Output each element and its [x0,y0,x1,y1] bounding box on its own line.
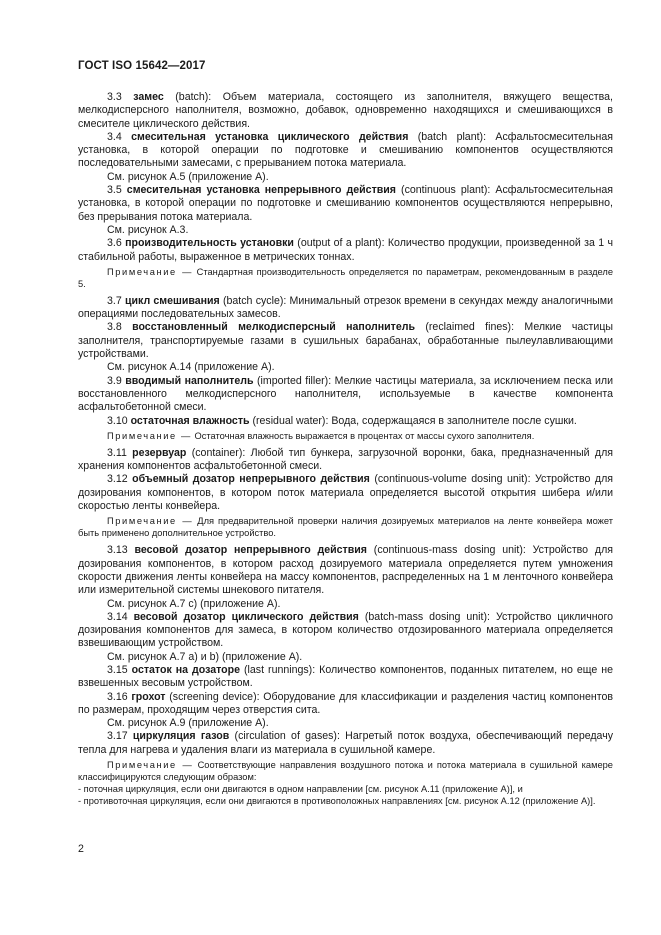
definition-3-12: 3.12 объемный дозатор непрерывного действия (continuous-volume dosing unit): Устройство для дозирования компонентов, в котором поток материала определяется высотой открытия шибера и/или скоростью ленты конвейера. [78,473,614,513]
definition-3-8: 3.8 восстановленный мелкодисперсный наполнитель (reclaimed fines): Мелкие частицы заполнителя, транспортируемые газами в сушильных барабанах, обработанные пылеулавливающими устройствами. [78,321,614,361]
term: остаточная влажность [130,414,250,427]
definition-3-6: 3.6 производительность установки (output of a plant): Количество продукции, произведенной за 1 ч стабильной работы, выраженное в метрических тоннах. [78,237,613,263]
term: производительность установки [125,237,294,250]
term: смесительная установка циклического действия [131,130,409,143]
definition-3-16: 3.16 грохот (screening device): Оборудование для классификации и разделения частиц компонентов по размерам, проходящим через отверстия сита. [78,690,613,716]
term: восстановленный мелкодисперсный наполнитель [132,321,416,334]
note-list-item: - поточная циркуляция, если они двигаются в одном направлении [см. рисунок А.11 (приложение А)], и [78,784,523,795]
definition-3-17: 3.17 циркуляция газов (circulation of gases): Нагретый поток воздуха, обеспечивающий передачу тепла для нагрева и удаления влаги из материала в сушильной камере. [78,730,614,756]
note-list-item: - противоточная циркуляция, если они двигаются в противоположных направлениях [см. рисунок А.12 (приложение А)]. [78,796,596,807]
definition-3-10: 3.10 остаточная влажность (residual water): Вода, содержащаяся в заполнителе после сушки. [107,414,577,427]
figure-reference: См. рисунок А.5 (приложение А). [107,170,269,183]
figure-reference: См. рисунок А.7 а) и b) (приложение А). [107,650,303,663]
definition-3-7: 3.7 цикл смешивания (batch cycle): Минимальный отрезок времени в секундах между аналогичными операциями последовательных замесов. [78,294,614,321]
figure-reference: См. рисунок А.14 (приложение А). [107,361,275,374]
document-header: ГОСТ ISO 15642—2017 [78,60,206,72]
note: Примечание — Стандартная производительность определяется по параметрам, рекомендованным в разделе 5. [78,266,613,289]
definition-3-15: 3.15 остаток на дозаторе (last runnings): Количество компонентов, поданных питателем, но еще не взвешенных весовым устройством. [78,663,613,690]
definition-3-3: 3.3 замес (batch): Объем материала, состоящего из заполнителя, вяжущего вещества, мелкодисперсного наполнителя, возможно, добавок, одновременно находящихся и смешивающихся в смесителе циклического действия. [78,91,613,130]
note: Примечание — Остаточная влажность выражается в процентах от массы сухого заполнителя. [107,430,535,441]
term: объемный дозатор непрерывного действия [132,473,370,486]
figure-reference: См. рисунок А.7 с) (приложение А). [107,597,281,610]
definition-3-5: 3.5 смесительная установка непрерывного действия (continuous plant): Асфальтосмесительная установка, в которой операции по подготовке и смешиванию компонентов осуществляются непрерывно, без прерывания потока материала. [78,184,613,223]
figure-reference: См. рисунок А.9 (приложение А). [107,717,269,730]
term: цикл смешивания [124,294,220,307]
note: Примечание — Для предварительной проверки наличия дозируемых материалов на ленте конвейера может быть применено дополнительное устройство. [78,516,613,539]
figure-reference: См. рисунок А.3. [107,223,189,236]
term: грохот [131,690,166,703]
term: весовой дозатор циклического действия [133,610,359,623]
note: Примечание — Соответствующие направления воздушного потока и потока материала в сушильной камере классифицируются следующим образом: [78,760,613,783]
page-number: 2 [78,843,84,855]
definition-3-9: 3.9 вводимый наполнитель (imported filler): Мелкие частицы материала, за исключением песка или восстановленного мелкодисперсного наполнителя, используемые в качестве компонента асфальтобетонной смеси. [78,374,613,414]
term: смесительная установка непрерывного действия [126,184,396,197]
definition-3-14: 3.14 весовой дозатор циклического действия (batch-mass dosing unit): Устройство цикличного дозирования компонентов для замеса, в котором количество отдозированного материала определяется взвешивающим устройством. [78,610,614,650]
term: вводимый наполнитель [125,374,254,387]
term: замес [133,91,164,103]
definition-3-11: 3.11 резервуар (container): Любой тип бункера, загрузочной воронки, бака, предназначенный для хранения компонентов асфальтобетонной смеси. [78,446,613,473]
term: остаток на дозаторе [131,663,241,676]
term: циркуляция газов [132,730,230,743]
term: весовой дозатор непрерывного действия [134,544,367,557]
definition-3-13: 3.13 весовой дозатор непрерывного действия (continuous-mass dosing unit): Устройство для дозирования компонентов, в котором расход дозируемого материала определяется путем умножения скорости движения ленты конвейера на массу компонентов, распределенных на 1 м ленточного конвейера или измерительной системы шнекового питателя. [78,544,613,597]
definition-3-4: 3.4 смесительная установка циклического действия (batch plant): Асфальтосмесительная установка, в которой операции по подготовке и смешиванию компонентов осуществляются последовательными замесами, с прерыванием потока материала. [78,130,613,170]
document-body [78,91,613,812]
term: резервуар [132,446,187,459]
